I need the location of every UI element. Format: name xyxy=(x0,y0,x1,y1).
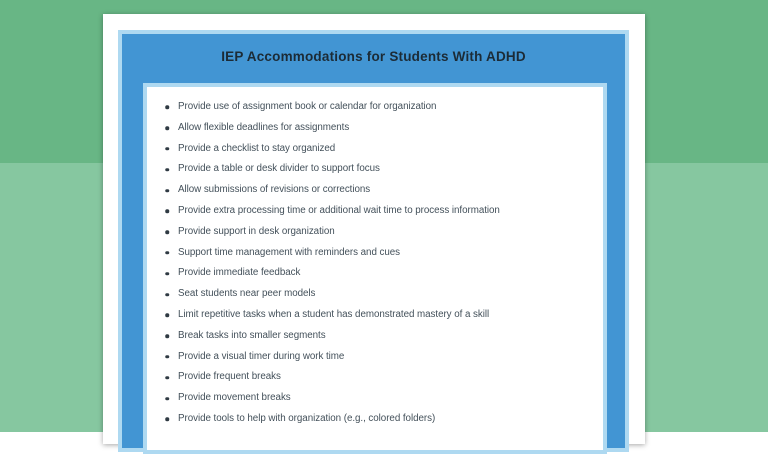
bullet-icon xyxy=(165,168,169,172)
bullet-icon xyxy=(165,293,169,297)
bullet-icon xyxy=(165,126,169,130)
accommodations-list xyxy=(147,87,603,430)
list-item xyxy=(147,326,603,347)
list-item-text: Allow flexible deadlines for assignments xyxy=(178,121,350,133)
bullet-icon xyxy=(165,251,169,255)
bullet-icon xyxy=(165,210,169,214)
bullet-icon xyxy=(165,334,169,338)
list-item-text: Provide a table or desk divider to support focus xyxy=(178,163,380,175)
bullet-icon xyxy=(165,355,169,359)
bullet-icon xyxy=(165,106,169,110)
list-item-text: Provide immediate feedback xyxy=(178,267,301,279)
list-item xyxy=(147,139,603,160)
list-item-text: Provide extra processing time or additional wait time to process information xyxy=(178,204,500,216)
list-item-text: Limit repetitive tasks when a student has demonstrated mastery of a skill xyxy=(178,308,490,320)
document-card xyxy=(103,14,645,444)
list-item xyxy=(147,409,603,430)
list-item-text: Seat students near peer models xyxy=(178,288,316,300)
list-item xyxy=(147,180,603,201)
list-item xyxy=(147,284,603,305)
page-title: IEP Accommodations for Students With ADHD xyxy=(221,49,526,64)
list-item xyxy=(147,159,603,180)
list-item-text: Provide movement breaks xyxy=(178,392,291,404)
bullet-icon xyxy=(165,314,169,318)
bullet-icon xyxy=(165,189,169,193)
bullet-icon xyxy=(165,272,169,276)
list-item-text: Allow submissions of revisions or corrections xyxy=(178,184,371,196)
list-item xyxy=(147,263,603,284)
list-item xyxy=(147,118,603,139)
list-item-text: Provide use of assignment book or calendar for organization xyxy=(178,101,437,112)
list-item-text: Provide a checklist to stay organized xyxy=(178,142,336,154)
list-item xyxy=(147,347,603,368)
bullet-icon xyxy=(165,397,169,401)
list-item-text: Break tasks into smaller segments xyxy=(178,329,326,341)
list-item xyxy=(147,305,603,326)
list-item xyxy=(147,388,603,409)
blue-frame xyxy=(118,30,629,452)
list-item-text: Provide a visual timer during work time xyxy=(178,350,345,362)
accommodations-panel xyxy=(143,83,607,454)
bullet-icon xyxy=(165,230,169,234)
list-item xyxy=(147,367,603,388)
bullet-icon xyxy=(165,418,169,422)
list-item xyxy=(147,243,603,264)
list-item-text: Provide support in desk organization xyxy=(178,225,335,237)
list-item xyxy=(147,201,603,222)
bullet-icon xyxy=(165,376,169,380)
bullet-icon xyxy=(165,147,169,151)
list-item xyxy=(147,97,603,118)
list-item-text: Provide frequent breaks xyxy=(178,371,281,383)
list-item-text: Provide tools to help with organization (e.g., colored folders) xyxy=(178,412,436,424)
list-item xyxy=(147,222,603,243)
list-item-text: Support time management with reminders and cues xyxy=(178,246,401,258)
